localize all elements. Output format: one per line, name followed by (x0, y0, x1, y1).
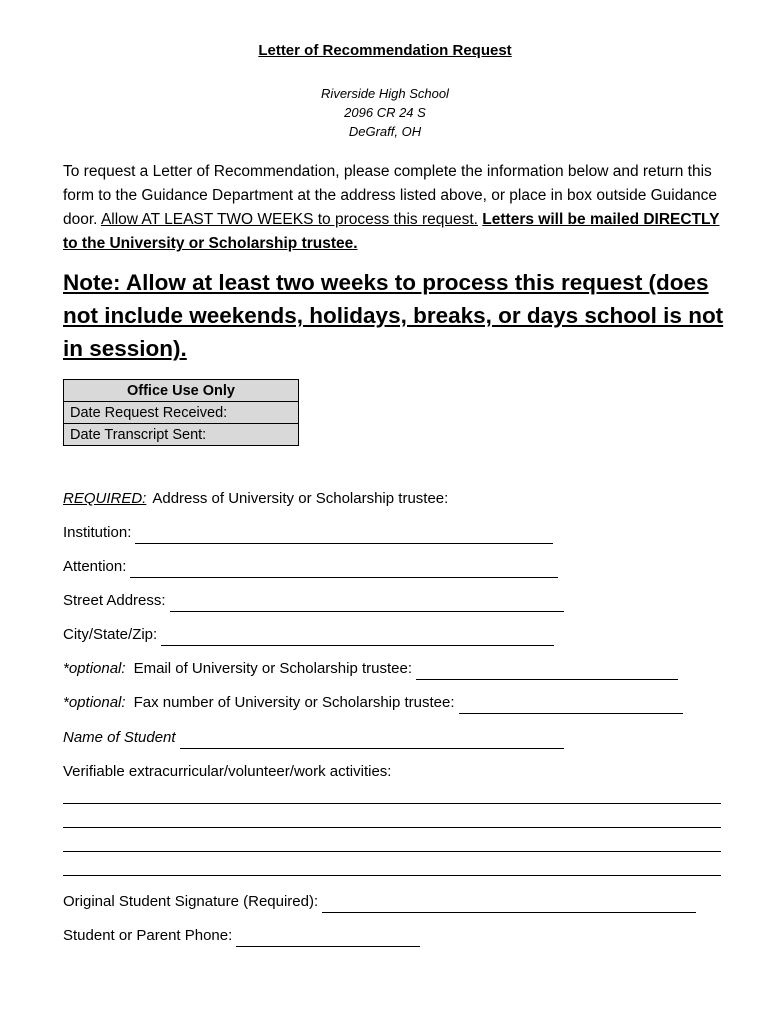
intro-mailed: Letters will be mailed DIRECTLY to the University or Scholarship trustee. (63, 211, 720, 252)
institution-label: Institution: (63, 524, 132, 541)
student-name-field[interactable] (180, 732, 564, 749)
attention-label: Attention: (63, 558, 127, 575)
office-use-table (63, 379, 299, 446)
fax-row (63, 692, 683, 714)
required-label: Address of University or Scholarship trustee: (152, 490, 449, 507)
intro-text: To request a Letter of Recommendation, please complete the information below and return this form to the Guidance Department at the address listed above, or place in box outside Guidance door. (63, 163, 717, 228)
student-name-row (63, 727, 564, 749)
optional-tag: *optional: (63, 694, 126, 711)
attention-row (63, 556, 558, 578)
school-name: Riverside High School (321, 86, 449, 101)
intro-paragraph (63, 160, 728, 256)
street-label: Street Address: (63, 592, 166, 609)
signature-label: Original Student Signature (Required): (63, 893, 319, 910)
form-title: Letter of Recommendation Request (258, 42, 512, 59)
attention-field[interactable] (130, 561, 558, 578)
intro-allow: Allow AT LEAST TWO WEEKS to process this request. (100, 211, 478, 228)
activities-label: Verifiable extracurricular/volunteer/work activities: (63, 763, 392, 780)
signature-field[interactable] (322, 896, 696, 913)
city-field[interactable] (161, 629, 554, 646)
city-label: City/State/Zip: (63, 626, 158, 643)
date-transcript-sent: Date Transcript Sent: (64, 424, 299, 446)
activities-line[interactable] (63, 803, 721, 804)
optional-tag: *optional: (63, 660, 126, 677)
street-row (63, 590, 564, 612)
fax-field[interactable] (459, 697, 683, 714)
activities-line[interactable] (63, 851, 721, 852)
required-row (63, 488, 448, 510)
city-row (63, 624, 554, 646)
student-name-label: Name of Student (63, 729, 176, 746)
school-city: DeGraff, OH (348, 124, 422, 139)
street-field[interactable] (170, 595, 564, 612)
note-heading: Note: Allow at least two weeks to process this request (does not include weekends, holidays, breaks, or days school is not in session). (63, 270, 724, 361)
school-street: 2096 CR 24 S (344, 105, 426, 120)
office-use-header: Office Use Only (64, 380, 299, 402)
institution-row (63, 522, 553, 544)
email-label: Email of University or Scholarship trustee: (133, 660, 412, 677)
phone-field[interactable] (236, 930, 420, 947)
activities-line[interactable] (63, 827, 721, 828)
email-field[interactable] (416, 663, 678, 680)
activities-row (63, 761, 391, 783)
date-request-received: Date Request Received: (64, 402, 299, 424)
phone-row (63, 925, 420, 947)
activities-line[interactable] (63, 875, 721, 876)
email-row (63, 658, 678, 680)
signature-row (63, 891, 696, 913)
institution-field[interactable] (135, 527, 553, 544)
phone-label: Student or Parent Phone: (63, 927, 233, 944)
required-tag: REQUIRED: (63, 490, 147, 507)
fax-label: Fax number of University or Scholarship trustee: (133, 694, 455, 711)
